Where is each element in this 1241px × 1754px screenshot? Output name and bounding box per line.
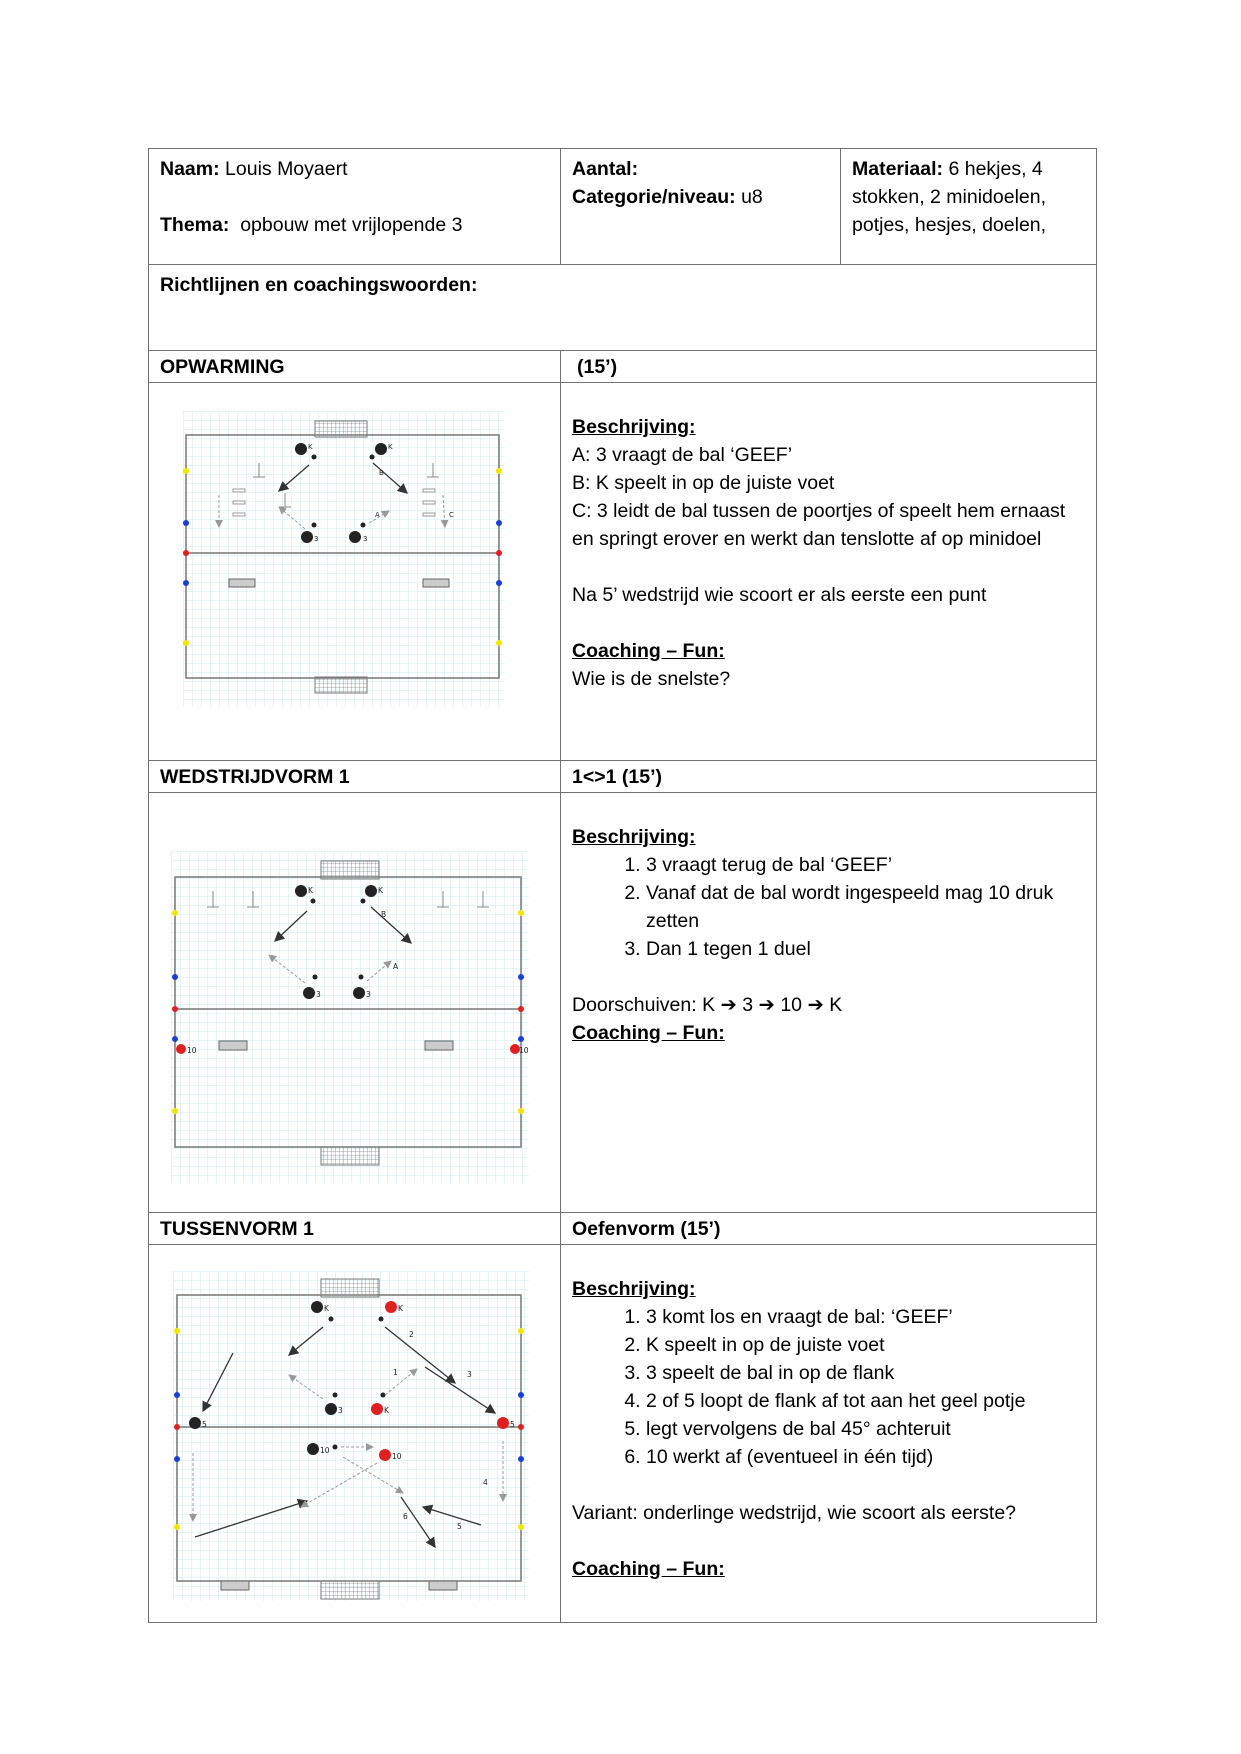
material-label: Materiaal:: [852, 158, 944, 180]
session-sheet: [148, 148, 1096, 1623]
inter1-label-10a: 10: [320, 1446, 330, 1455]
match1-diagram-cell: [149, 793, 561, 1213]
inter1-label-5n: 5: [457, 1522, 462, 1531]
inter1-label-3n: 3: [467, 1370, 472, 1379]
inter1-label-5a: 5: [202, 1420, 207, 1429]
material-value: 6 hekjes, 4 stokken, 2 minidoelen, potjes, hesjes, doelen,: [852, 158, 1047, 236]
inter1-step: 4. 2 of 5 loopt de flank af tot aan het geel potje: [646, 1387, 1085, 1415]
match1-coaching-title: Coaching – Fun:: [572, 1022, 725, 1044]
match1-step: 3. Dan 1 tegen 1 duel: [646, 935, 1085, 963]
inter1-label-6: 6: [403, 1512, 408, 1521]
name-value: Louis Moyaert: [225, 158, 348, 180]
count-category-cell: [561, 149, 841, 265]
warmup-label-3b: 3: [363, 535, 368, 543]
match1-field-diagram: [171, 851, 529, 1183]
rotation-step: K: [829, 994, 843, 1016]
match1-rotation: [572, 991, 1085, 1019]
warmup-label-k1: K: [308, 443, 313, 451]
session-table: [148, 148, 1097, 1623]
rotation-step: 3: [742, 994, 754, 1016]
inter1-label-k3: K: [384, 1406, 389, 1415]
category-value: u8: [741, 186, 763, 208]
warmup-desc-title: Beschrijving:: [572, 416, 696, 438]
inter1-label-1: 1: [393, 1368, 398, 1377]
warmup-label-k2: K: [388, 443, 393, 451]
theme-label: Thema:: [160, 214, 230, 236]
warmup-extra: Na 5’ wedstrijd wie scoort er als eerste een punt: [572, 584, 987, 606]
match1-time: 1<>1 (15’): [561, 761, 1097, 793]
match1-label-k2: K: [378, 886, 383, 895]
inter1-variant: Variant: onderlinge wedstrijd, wie scoort als eerste?: [572, 1502, 1017, 1524]
warmup-label-a: A: [375, 511, 380, 519]
warmup-line-c: C: 3 leidt de bal tussen de poortjes of speelt hem ernaast en springt erover en werkt dan tenslotte af op minidoel: [572, 500, 1066, 550]
inter1-label-3: 3: [338, 1406, 343, 1415]
inter1-time: Oefenvorm (15’): [561, 1213, 1097, 1245]
match1-description-cell: [561, 793, 1097, 1213]
warmup-label-3a: 3: [314, 535, 319, 543]
inter1-label-5b: 5: [510, 1420, 515, 1429]
match1-label-k1: K: [308, 886, 313, 895]
match1-label-3a: 3: [316, 990, 321, 999]
arrow-icon: ➔: [720, 994, 737, 1016]
warmup-field-diagram: [183, 411, 505, 707]
material-cell: [841, 149, 1097, 265]
inter1-label-k2: K: [398, 1304, 403, 1313]
arrow-icon: ➔: [758, 994, 775, 1016]
match1-label-10b: 10: [519, 1046, 529, 1055]
inter1-title: TUSSENVORM 1: [149, 1213, 561, 1245]
warmup-coaching-title: Coaching – Fun:: [572, 640, 725, 662]
inter1-label-4: 4: [483, 1478, 488, 1487]
warmup-title: OPWARMING: [149, 351, 561, 383]
match1-label-3b: 3: [366, 990, 371, 999]
match1-label-10a: 10: [187, 1046, 197, 1055]
warmup-line-a: A: 3 vraagt de bal ‘GEEF’: [572, 444, 793, 466]
warmup-time: (15’): [561, 351, 1097, 383]
inter1-steps: [572, 1303, 1085, 1471]
name-label: Naam:: [160, 158, 220, 180]
match1-step: 2. Vanaf dat de bal wordt ingespeeld mag 10 druk zetten: [646, 879, 1085, 935]
warmup-line-b: B: K speelt in op de juiste voet: [572, 472, 835, 494]
match1-desc-title: Beschrijving:: [572, 826, 696, 848]
inter1-step: 6. 10 werkt af (eventueel in één tijd): [646, 1443, 1085, 1471]
inter1-label-10b: 10: [392, 1452, 402, 1461]
inter1-label-k1: K: [324, 1304, 329, 1313]
match1-label-b: B: [381, 910, 387, 919]
inter1-step: 1. 3 komt los en vraagt de bal: ‘GEEF’: [646, 1303, 1085, 1331]
inter1-label-2: 2: [409, 1330, 414, 1339]
name-theme-cell: [149, 149, 561, 265]
arrow-icon: ➔: [807, 994, 824, 1016]
warmup-description-cell: [561, 383, 1097, 761]
theme-value: opbouw met vrijlopende 3: [240, 214, 463, 236]
inter1-coaching-title: Coaching – Fun:: [572, 1558, 725, 1580]
inter1-step: 3. 3 speelt de bal in op de flank: [646, 1359, 1085, 1387]
inter1-description-cell: [561, 1245, 1097, 1623]
inter1-diagram-cell: [149, 1245, 561, 1623]
rotation-label: Doorschuiven: K: [572, 994, 716, 1016]
match1-step: 1. 3 vraagt terug de bal ‘GEEF’: [646, 851, 1085, 879]
match1-title: WEDSTRIJDVORM 1: [149, 761, 561, 793]
guidelines-title: Richtlijnen en coachingswoorden:: [149, 265, 1097, 351]
warmup-diagram-cell: [149, 383, 561, 761]
rotation-step: 10: [780, 994, 803, 1016]
count-label: Aantal:: [572, 158, 639, 180]
match1-steps: [572, 851, 1085, 963]
match1-label-a: A: [393, 962, 399, 971]
inter1-field-diagram: [173, 1271, 529, 1601]
warmup-label-b: B: [379, 469, 384, 477]
inter1-step: 2. K speelt in op de juiste voet: [646, 1331, 1085, 1359]
inter1-step: 5. legt vervolgens de bal 45° achteruit: [646, 1415, 1085, 1443]
warmup-label-c: C: [449, 511, 454, 519]
category-label: Categorie/niveau:: [572, 186, 736, 208]
warmup-coaching-text: Wie is de snelste?: [572, 668, 731, 690]
inter1-desc-title: Beschrijving:: [572, 1278, 696, 1300]
